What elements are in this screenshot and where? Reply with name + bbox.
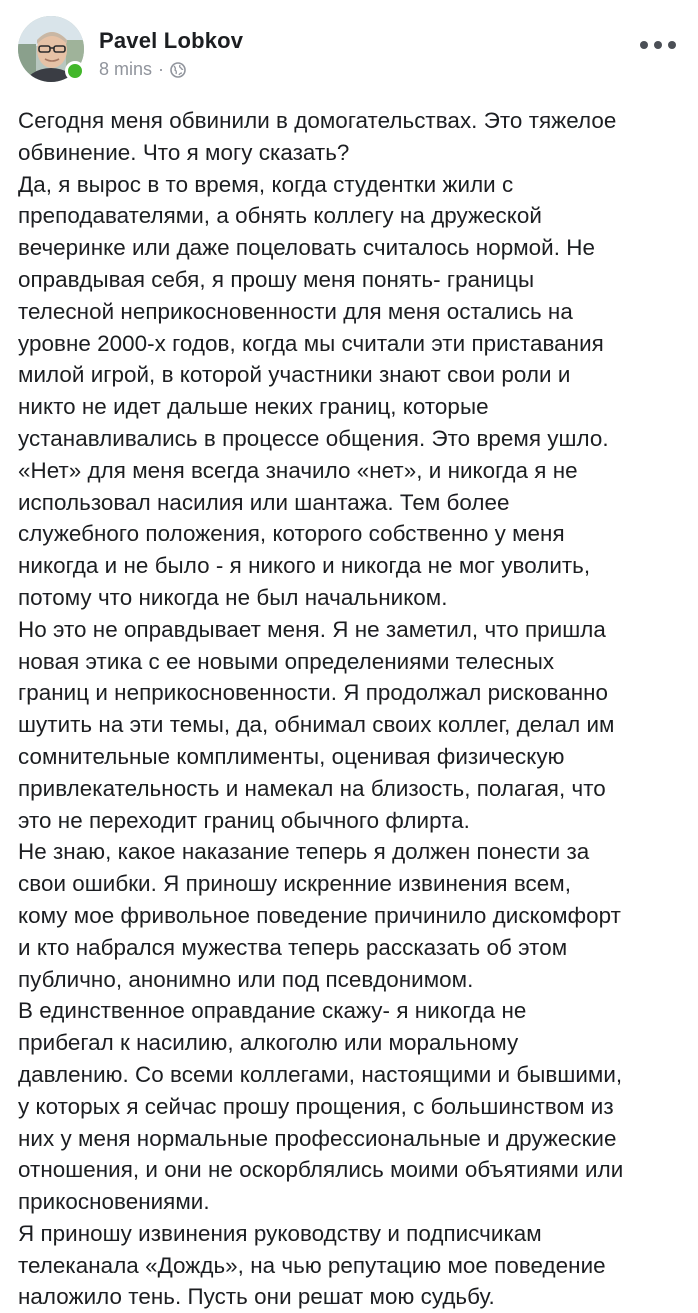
post-text-line: Сегодня меня обвинили в домогательствах. Это тяжелое — [18, 108, 617, 133]
post-text-line: отношения, и они не оскорблялись моими объятиями или — [18, 1157, 624, 1183]
post-text-line: Да, я вырос в то время, когда студентки жили с — [18, 171, 514, 197]
post-text-line: это не переходит границ обычного флирта. — [18, 807, 470, 833]
post-timestamp[interactable]: 8 mins — [99, 59, 153, 79]
more-horizontal-icon — [668, 41, 676, 49]
post-text-line: наложило тень. Пусть они решат мою судьбу. — [18, 1284, 495, 1310]
post-text-line: публично, анонимно или под псевдонимом. — [18, 966, 474, 992]
more-horizontal-icon — [640, 41, 648, 49]
post-text-line: милой игрой, в которой участники знают свои роли и — [18, 362, 571, 388]
post-header — [0, 0, 698, 100]
author-avatar[interactable] — [18, 16, 84, 82]
post-text-line: уровне 2000-х годов, когда мы считали эти приставания — [18, 330, 604, 356]
post-text-line: сомнительные комплименты, оценивая физическую — [18, 743, 565, 769]
post-text-line: привлекательность и намекал на близость, полагая, что — [18, 775, 606, 801]
more-options-button[interactable] — [640, 34, 676, 56]
post-text-line: и кто набрался мужества теперь рассказать об этом — [18, 934, 568, 960]
post-text-line: «Нет» для меня всегда значило «нет», и никогда я не — [18, 457, 578, 483]
post-text-line: прибегал к насилию, алкоголю или моральному — [18, 1030, 519, 1056]
post-text-line: потому что никогда не был начальником. — [18, 584, 448, 610]
post-text-line: никогда и не было - я никого и никогда не мог уволить, — [18, 553, 591, 579]
post-text-line: телеканала «Дождь», на чью репутацию мое поведение — [18, 1252, 606, 1278]
globe-icon[interactable] — [170, 62, 186, 78]
post-text-line: В единственное оправдание скажу- я никогда не — [18, 998, 527, 1024]
post-text-line: использовал насилия или шантажа. Тем более — [18, 489, 510, 515]
post-text-line: свои ошибки. Я приношу искренние извинения всем, — [18, 871, 572, 897]
post-text-line: новая этика с ее новыми определениями телесных — [18, 648, 555, 674]
post-text-line: шутить на эти темы, да, обнимал своих коллег, делал им — [18, 712, 615, 738]
post-text-line: устанавливались в процессе общения. Это время ушло. — [18, 425, 609, 451]
post-text-line: у которых я сейчас прошу прощения, с большинством из — [18, 1093, 614, 1119]
online-status-indicator — [65, 61, 85, 81]
post-text-line: давлению. Со всеми коллегами, настоящими и бывшими, — [18, 1061, 623, 1087]
post-text-line: обвинение. Что я могу сказать? — [18, 139, 350, 165]
meta-separator: · — [158, 59, 165, 79]
post-text-line: Я приношу извинения руководству и подписчикам — [18, 1220, 542, 1246]
post-text-line: прикосновениями. — [18, 1189, 210, 1215]
post-text-line: вечеринке или даже поцеловать считалось нормой. Не — [18, 235, 595, 261]
post-text-line: никто не идет дальше неких границ, которые — [18, 394, 489, 420]
post-text-line: кому мое фривольное поведение причинило дискомфорт — [18, 902, 621, 928]
more-horizontal-icon — [654, 41, 662, 49]
post-meta — [99, 59, 186, 80]
post-text-line: служебного положения, которого собственно у меня — [18, 521, 565, 547]
post-text-line: Но это не оправдывает меня. Я не заметил, что пришла — [18, 616, 606, 642]
post-text-line: них у меня нормальные профессиональные и дружеские — [18, 1125, 617, 1151]
post-text — [18, 105, 688, 1313]
post-text-line: телесной неприкосновенности для меня остались на — [18, 298, 573, 324]
post-text-line: преподавателями, а обнять коллегу на дружеской — [18, 203, 542, 229]
post-text-line: оправдывая себя, я прошу меня понять- границы — [18, 266, 535, 292]
post-text-line: границ и неприкосновенности. Я продолжал рискованно — [18, 680, 609, 706]
post-text-line: Не знаю, какое наказание теперь я должен понести за — [18, 839, 590, 865]
author-name[interactable]: Pavel Lobkov — [99, 28, 244, 53]
